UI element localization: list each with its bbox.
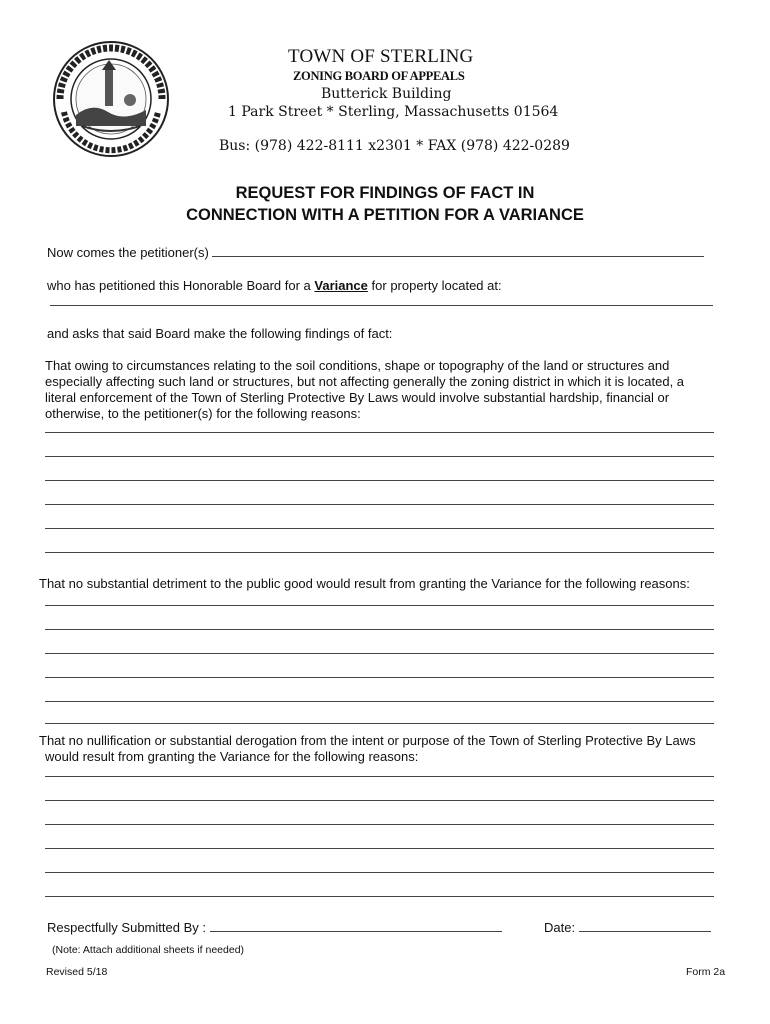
property-row <box>47 278 502 294</box>
nullification-reason-field-5[interactable] <box>45 872 714 873</box>
hardship-line-4: otherwise, to the petitioner(s) for the following reasons: <box>45 406 361 421</box>
nullification-reason-field-2[interactable] <box>45 800 714 801</box>
petitioner-field[interactable] <box>212 245 704 257</box>
nullification-reason-field-4[interactable] <box>45 848 714 849</box>
property-prefix: who has petitioned this Honorable Board for a <box>47 278 311 293</box>
petitioner-row <box>47 245 704 261</box>
submitted-label: Respectfully Submitted By : <box>47 920 206 935</box>
phone-fax: Bus: (978) 422-8111 x2301 * FAX (978) 422-0289 <box>219 138 570 154</box>
date-label: Date: <box>544 920 576 935</box>
nullification-reason-field-1[interactable] <box>45 776 714 777</box>
hardship-reason-field-6[interactable] <box>45 552 714 553</box>
detriment-text: That no substantial detriment to the public good would result from granting the Variance for the following reasons: <box>39 576 690 591</box>
hardship-line-1: That owing to circumstances relating to the soil conditions, shape or topography of the land or structures and <box>45 358 670 373</box>
detriment-reason-field-4[interactable] <box>45 677 714 678</box>
hardship-reason-field-4[interactable] <box>45 504 714 505</box>
submitted-by-field[interactable] <box>210 920 502 932</box>
submitted-row <box>47 920 502 936</box>
nullification-line-2: would result from granting the Variance for the following reasons: <box>45 749 419 764</box>
detriment-reason-field-3[interactable] <box>45 653 714 654</box>
variance-link[interactable]: Variance <box>314 278 368 293</box>
building-name: Butterick Building <box>321 86 452 102</box>
nullification-reason-field-6[interactable] <box>45 896 714 897</box>
petitioner-label: Now comes the petitioner(s) <box>47 245 209 260</box>
hardship-line-3: literal enforcement of the Town of Sterling Protective By Laws would involve substantial hardship, financial or <box>45 390 670 405</box>
date-field[interactable] <box>579 920 711 932</box>
detriment-reason-field-5[interactable] <box>45 701 714 702</box>
revised-date: Revised 5/18 <box>46 966 108 978</box>
hardship-line-2: especially affecting such land or structures, but not affecting generally the zoning district in which it is located, a <box>45 374 685 389</box>
property-suffix: for property located at: <box>371 278 502 293</box>
detriment-reason-field-1[interactable] <box>45 605 714 606</box>
nullification-reason-field-3[interactable] <box>45 824 714 825</box>
hardship-reason-field-2[interactable] <box>45 456 714 457</box>
nullification-line-1: That no nullification or substantial derogation from the intent or purpose of the Town of Sterling Protective By Laws <box>39 733 696 748</box>
form-number: Form 2a <box>686 966 726 978</box>
detriment-reason-field-6[interactable] <box>45 723 714 724</box>
form-title-line-1: REQUEST FOR FINDINGS OF FACT IN <box>235 184 535 202</box>
note: (Note: Attach additional sheets if needed) <box>52 944 245 956</box>
hardship-reason-field-5[interactable] <box>45 528 714 529</box>
date-row <box>544 920 711 936</box>
form-title-line-2: CONNECTION WITH A PETITION FOR A VARIANCE <box>186 206 584 224</box>
hardship-reason-field-3[interactable] <box>45 480 714 481</box>
findings-intro: and asks that said Board make the following findings of fact: <box>47 326 393 341</box>
town-name: TOWN OF STERLING <box>288 46 474 67</box>
board-name: ZONING BOARD OF APPEALS <box>293 69 465 83</box>
address: 1 Park Street * Sterling, Massachusetts 01564 <box>228 104 559 120</box>
property-address-field[interactable] <box>50 305 713 306</box>
town-seal <box>52 40 170 158</box>
hardship-reason-field-1[interactable] <box>45 432 714 433</box>
detriment-reason-field-2[interactable] <box>45 629 714 630</box>
